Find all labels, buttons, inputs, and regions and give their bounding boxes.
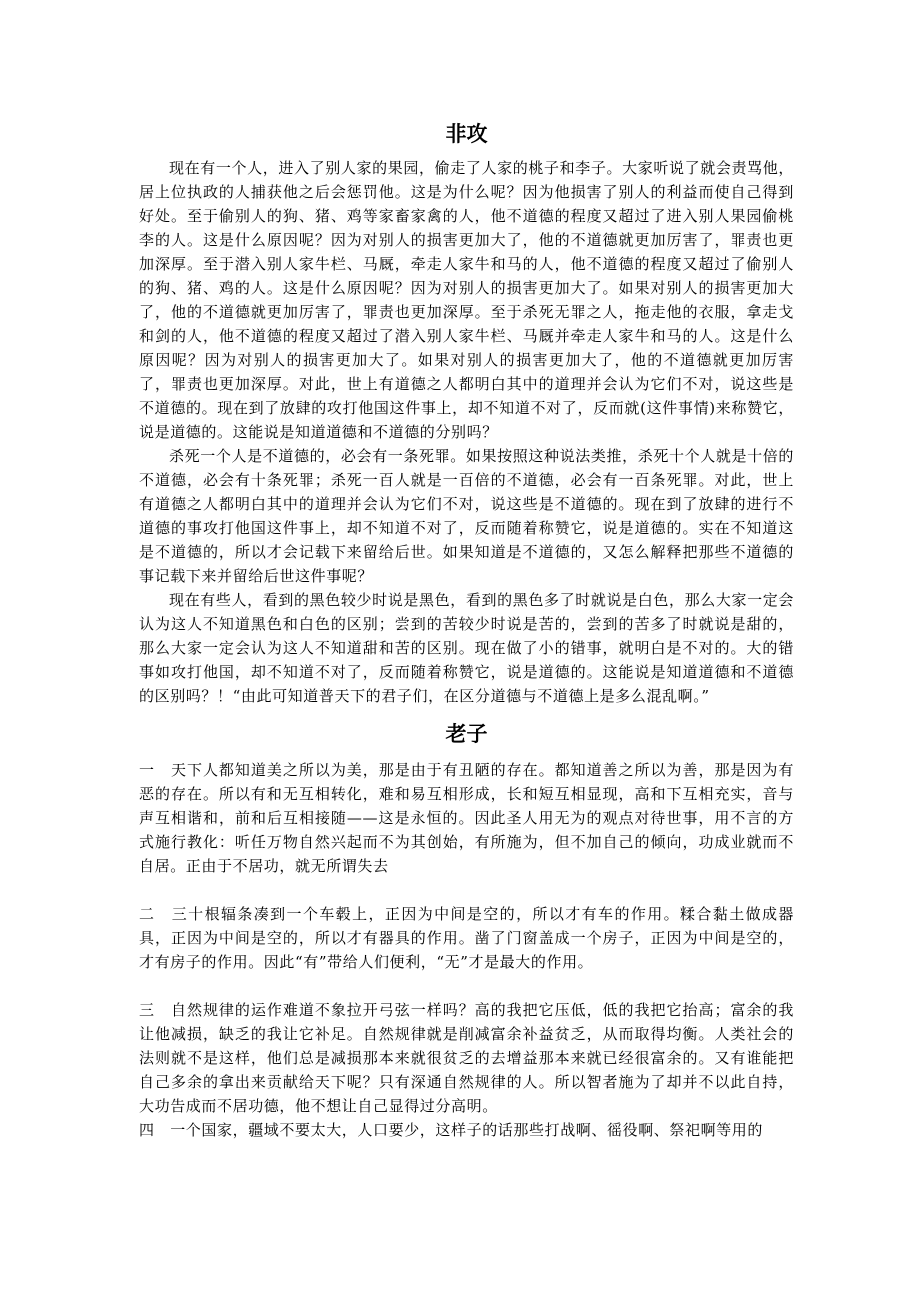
paragraph-spacer bbox=[139, 974, 794, 998]
feigong-paragraph-1: 现在有一个人，进入了别人家的果园，偷走了人家的桃子和李子。大家听说了就会责骂他，居上位执政的人捕获他之后会惩罚他。这是为什么呢？因为他损害了别人的利益而使自己得到好处。至于偷别人的狗、猪、鸡等家畜家禽的人，他不道德的程度又超过了进入别人果园偷桃李的人。这是什么原因呢？因为对别人的损害更加大了，他的不道德就更加厉害了，罪责也更加深厚。至于潜入别人家牛栏、马厩，牵走人家牛和马的人，他不道德的程度又超过了偷别人的狗、猪、鸡的人。这是什么原因呢？因为对别人的损害更加大了。如果对别人的损害更加大了，他的不道德就更加厉害了，罪责也更加深厚。至于杀死无罪之人，拖走他的衣服，拿走戈和剑的人，他不道德的程度又超过了潜入别人家牛栏、马厩并牵走人家牛和马的人。这是什么原因呢？因为对别人的损害更加大了。如果对别人的损害更加大了，他的不道德就更加厉害了，罪责也更加深厚。对此，世上有道德之人都明白其中的道理并会认为它们不对，说这些是不道德的。现在到了放肆的攻打他国这件事上，却不知道不对了，反而就(这件事情)来称赞它，说是道德的。这能说是知道道德和不道德的分别吗？ bbox=[139, 159, 794, 441]
laozi-item-3: 三 自然规律的运作难道不象拉开弓弦一样吗？高的我把它压低，低的我把它抬高；富余的我让他减损，缺乏的我让它补足。自然规律就是削减富余补益贫乏，从而取得均衡。人类社会的法则就不是这样，他们总是减损那本来就很贫乏的去增益那本来就已经很富余的。又有谁能把自己多余的拿出来贡献给天下呢？只有深通自然规律的人。所以智者施为了却并不以此自持，大功告成而不居功德，他不想让自己显得过分高明。 bbox=[139, 1001, 794, 1115]
feigong-paragraph-3: 现在有些人，看到的黑色较少时说是黑色，看到的黑色多了时就说是白色，那么大家一定会认为这人不知道黑色和白色的区别；尝到的苦较少时说是苦的，尝到的苦多了时就说是甜的，那么大家一定会认为这人不知道甜和苦的区别。现在做了小的错事，就明白是不对的。大的错事如攻打他国，却不知道不对了，反而随着称赞它，说是道德的。这能说是知道道德和不道德的区别吗？！“由此可知道普天下的君子们，在区分道德与不道德上是多么混乱啊。” bbox=[139, 591, 794, 705]
paragraph-spacer bbox=[139, 878, 794, 902]
laozi-item-1: 一 天下人都知道美之所以为美，那是由于有丑陋的存在。都知道善之所以为善，那是因为有恶的存在。所以有和无互相转化，难和易互相形成，长和短互相显现，高和下互相充实，音与声互相谐和，前和后互相接随——这是永恒的。因此圣人用无为的观点对待世事，用不言的方式施行教化：听任万物自然兴起而不为其创始，有所施为，但不加自己的倾向，功成业就而不自居。正由于不居功，就无所谓失去 bbox=[139, 761, 794, 875]
section-title-laozi: 老子 bbox=[445, 721, 488, 746]
document-page bbox=[139, 118, 794, 1142]
section-title-feigong: 非攻 bbox=[445, 121, 488, 146]
laozi-item-2: 二 三十根辐条凑到一个车毂上，正因为中间是空的，所以才有车的作用。糅合黏土做成器具，正因为中间是空的，所以才有器具的作用。凿了门窗盖成一个房子，正因为中间是空的，才有房子的作用。因此“有”带给人们便利，“无”才是最大的作用。 bbox=[139, 905, 794, 971]
feigong-paragraph-2: 杀死一个人是不道德的，必会有一条死罪。如果按照这种说法类推，杀死十个人就是十倍的不道德，必会有十条死罪；杀死一百人就是一百倍的不道德，必会有一百条死罪。对此，世上有道德之人都明白其中的道理并会认为它们不对，说这些是不道德的。现在到了放肆的进行不道德的事攻打他国这件事上，却不知道不对了，反而随着称赞它，说是道德的。实在不知道这是不道德的，所以才会记载下来留给后世。如果知道是不道德的，又怎么解释把那些不道德的事记载下来并留给后世这件事呢？ bbox=[139, 447, 794, 585]
laozi-item-4: 四 一个国家，疆域不要太大，人口要少，这样子的话那些打战啊、徭役啊、祭祀啊等用的 bbox=[139, 1121, 764, 1139]
